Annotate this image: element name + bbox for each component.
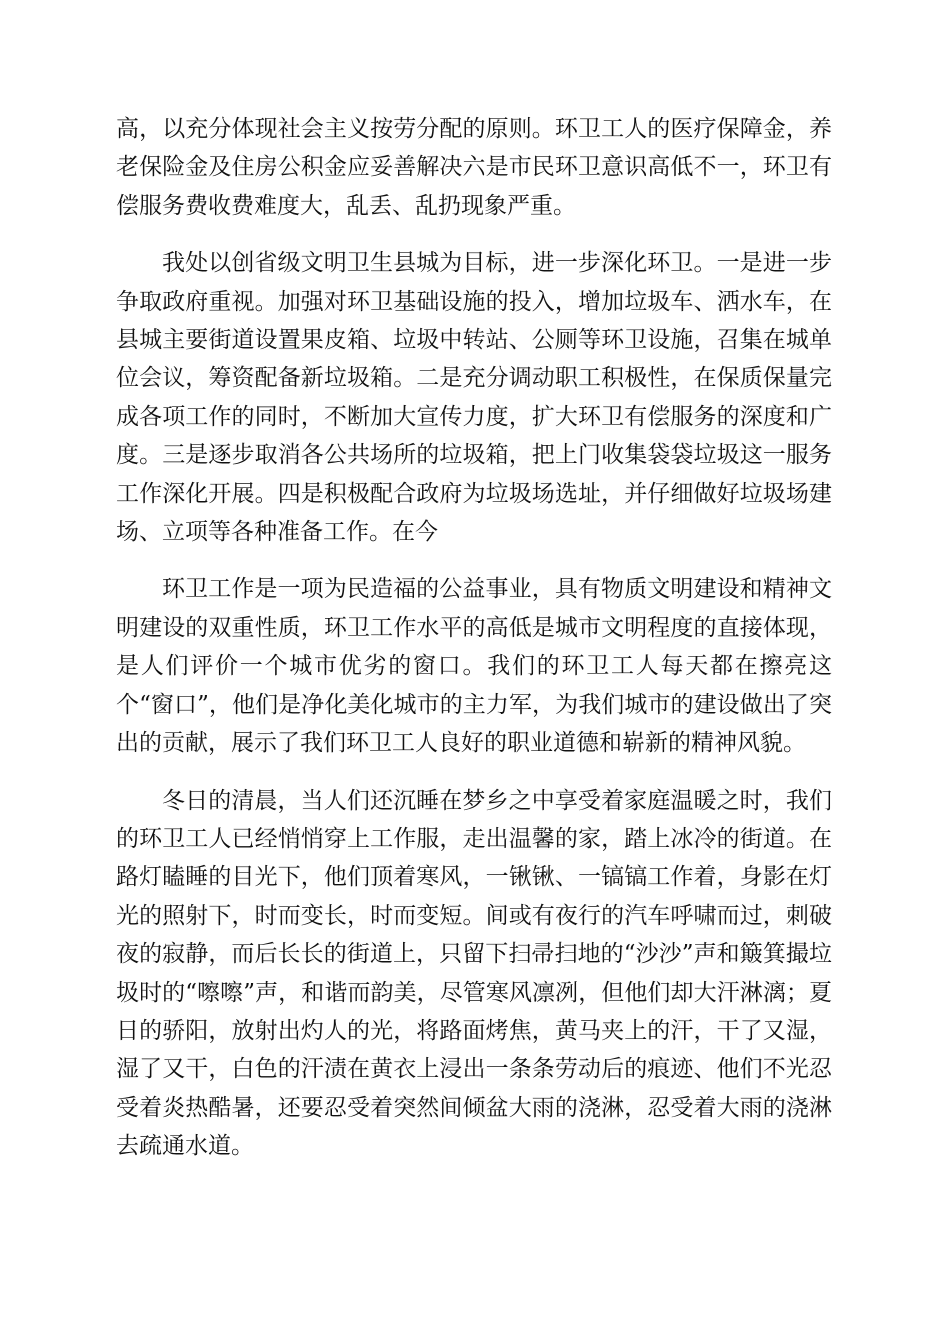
paragraph-3: 环卫工作是一项为民造福的公益事业，具有物质文明建设和精神文明建设的双重性质，环卫工作水平的高低是城市文明程度的直接体现，是人们评价一个城市优劣的窗口。我们的环卫工人每天都在擦亮这个“窗口”，他们是净化美化城市的主力军，为我们城市的建设做出了突出的贡献，展示了我们环卫工人良好的职业道德和崭新的精神风貌。 — [116, 576, 832, 757]
paragraph-1: 高，以充分体现社会主义按劳分配的原则。环卫工人的医疗保障金，养老保险金及住房公积金应妥善解决六是市民环卫意识高低不一，环卫有偿服务费收费难度大，乱丢、乱扔现象严重。 — [116, 116, 832, 219]
paragraph-4: 冬日的清晨，当人们还沉睡在梦乡之中享受着家庭温暖之时，我们的环卫工人已经悄悄穿上工作服，走出温馨的家，踏上冰冷的街道。在路灯瞌睡的目光下，他们顶着寒风，一锹锹、一镐镐工作着，身影在灯光的照射下，时而变长，时而变短。间或有夜行的汽车呼啸而过，刺破夜的寂静，而后长长的街道上，只留下扫帚扫地的“沙沙”声和簸箕撮垃圾时的“嚓嚓”声，和谐而韵美，尽管寒风凛冽，但他们却大汗淋漓；夏日的骄阳，放射出灼人的光，将路面烤焦，黄马夹上的汗，干了又湿，湿了又干，白色的汗渍在黄衣上浸出一条条劳动后的痕迹、他们不光忍受着炎热酷暑，还要忍受着突然间倾盆大雨的浇淋，忍受着大雨的浇淋去疏通水道。 — [116, 787, 832, 1160]
paragraph-2: 我处以创省级文明卫生县城为目标，进一步深化环卫。一是进一步争取政府重视。加强对环卫基础设施的投入，增加垃圾车、洒水车，在县城主要街道设置果皮箱、垃圾中转站、公厕等环卫设施，召集在城单位会议，筹资配备新垃圾箱。二是充分调动职工积极性，在保质保量完成各项工作的同时，不断加大宣传力度，扩大环卫有偿服务的深度和广度。三是逐步取消各公共场所的垃圾箱，把上门收集袋袋垃圾这一服务工作深化开展。四是积极配合政府为垃圾场选址，并仔细做好垃圾场建场、立项等各种准备工作。在今 — [116, 250, 832, 546]
document-body — [116, 110, 832, 1185]
